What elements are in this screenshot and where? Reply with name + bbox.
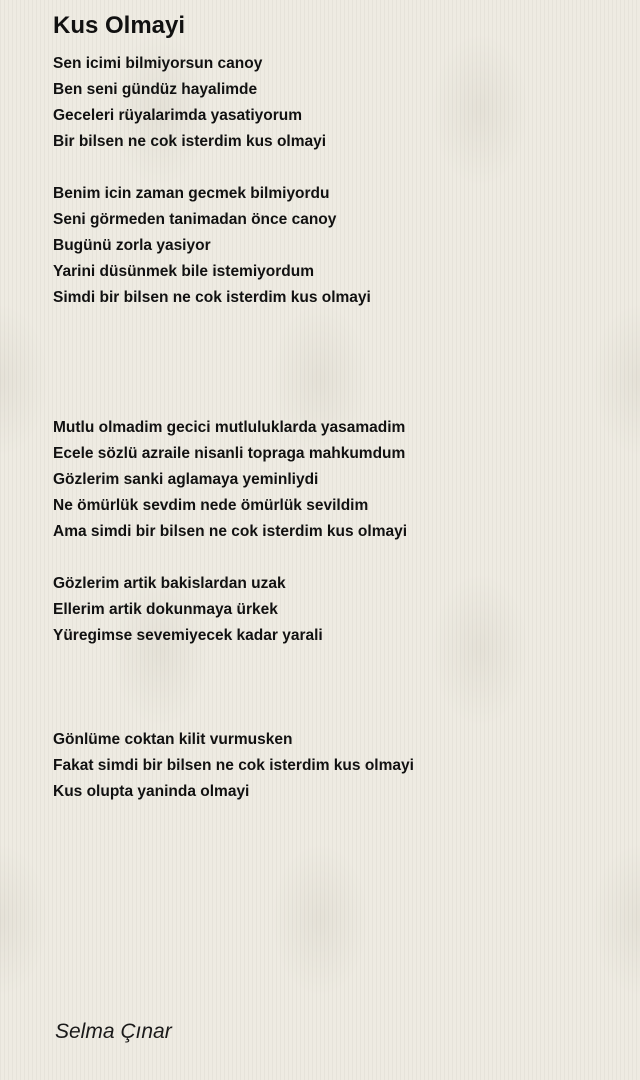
poem-line: Geceleri rüyalarimda yasatiyorum [53,107,302,124]
author-signature: Selma Çınar [55,1020,172,1043]
poem-line: Ecele sözlü azraile nisanli topraga mahkumdum [53,445,406,462]
stanza-5 [53,727,613,805]
poem-line: Ben seni gündüz hayalimde [53,81,258,98]
poem-line: Yarini düsünmek bile istemiyordum [53,263,314,280]
poem-line: Simdi bir bilsen ne cok isterdim kus olmayi [53,289,371,306]
poem-line: Bugünü zorla yasiyor [53,237,211,254]
poem-line: Gözlerim sanki aglamaya yeminliydi [53,471,319,488]
poem-line: Bir bilsen ne cok isterdim kus olmayi [53,133,327,150]
poem-body [53,51,613,805]
stanza-4 [53,571,613,649]
stanza-gap [53,545,613,571]
poem-title: Kus Olmayi [53,12,186,39]
poem-line: Ama simdi bir bilsen ne cok isterdim kus olmayi [53,523,408,540]
poem-line: Yüregimse sevemiyecek kadar yarali [53,627,323,644]
stanza-1 [53,51,613,155]
poem-line: Gözlerim artik bakislardan uzak [53,575,286,592]
stanza-gap [53,649,613,727]
stanza-gap [53,155,613,181]
poem-line: Ne ömürlük sevdim nede ömürlük sevildim [53,497,369,514]
poem-line: Mutlu olmadim gecici mutluluklarda yasamadim [53,419,406,436]
stanza-2 [53,181,613,311]
stanza-3 [53,415,613,545]
poem-line: Sen icimi bilmiyorsun canoy [53,55,263,72]
poem-line: Ellerim artik dokunmaya ürkek [53,601,278,618]
poem-line: Kus olupta yaninda olmayi [53,783,250,800]
poem-line: Benim icin zaman gecmek bilmiyordu [53,185,330,202]
poem-line: Gönlüme coktan kilit vurmusken [53,731,293,748]
poem-line: Fakat simdi bir bilsen ne cok isterdim kus olmayi [53,757,414,774]
stanza-gap [53,311,613,415]
poem-line: Seni görmeden tanimadan önce canoy [53,211,337,228]
